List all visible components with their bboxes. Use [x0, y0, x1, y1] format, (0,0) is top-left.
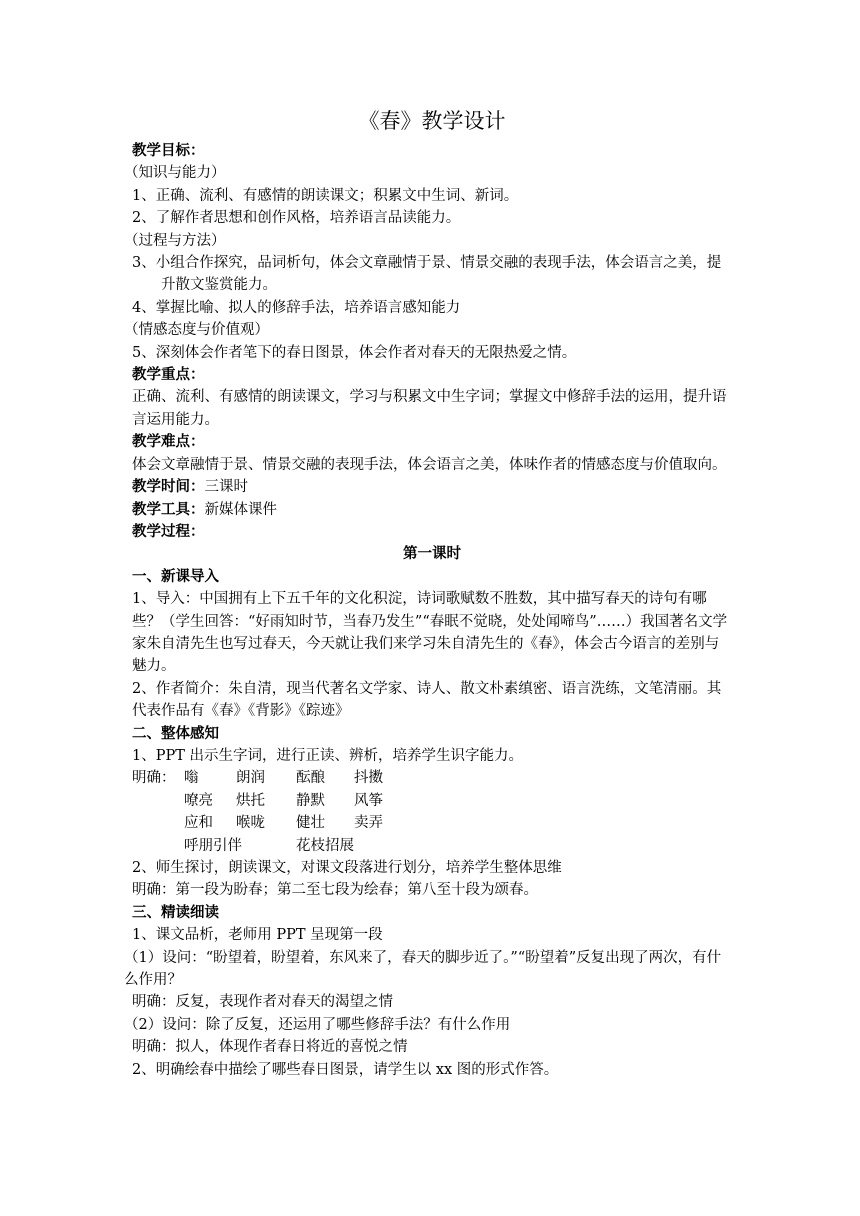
vocab-word: 卖弄 [354, 815, 383, 832]
document-page [124, 104, 732, 1081]
section3-item1: 1、课文品析，老师用 PPT 呈现第一段 [132, 927, 383, 944]
vocab-word: 嗡 [184, 770, 199, 787]
section2-heading: 二、整体感知 [132, 725, 219, 742]
goals-heading: 教学目标： [132, 143, 205, 159]
goals-knowledge-label: （知识与能力） [124, 165, 226, 182]
document-title: 《春》教学设计 [358, 109, 506, 133]
vocab-word: 风筝 [354, 792, 383, 809]
goal-5: 5、深刻体会作者笔下的春日图景，体会作者对春天的无限热爱之情。 [132, 344, 577, 361]
process-heading: 教学过程： [132, 523, 205, 540]
mingque-label: 明确： [132, 770, 176, 787]
section1-intro: 1、导入：中国拥有上下五千年的文化积淀，诗词歌赋数不胜数，其中描写春天的诗句有哪些？（学生回答：“好雨知时节，当春乃发生”“春眠不觉晓，处处闻啼鸟”……）我国著名文学家朱自清先生也写过春天，今天就让我们来学习朱自清先生的《春》，体会古今语言的差别与魅力。 [132, 591, 728, 675]
teaching-time [132, 476, 732, 498]
vocab-row [132, 835, 732, 857]
section2-item1: 1、PPT 出示生字词，进行正读、辨析，培养学生识字能力。 [132, 747, 524, 764]
vocab-word: 应和 [184, 815, 213, 832]
key-text: 正确、流利、有感情的朗读课文，学习与积累文中生字词；掌握文中修辞手法的运用，提升语言运用能力。 [132, 389, 727, 428]
vocab-word: 静默 [296, 792, 325, 809]
lesson1-heading: 第一课时 [403, 546, 461, 563]
section3-heading: 三、精读细读 [132, 904, 219, 921]
goal-3: 3、小组合作探究，品词析句，体会文章融情于景、情景交融的表现手法，体会语言之美，提升散文鉴赏能力。 [132, 255, 722, 294]
section2-answer: 明确：第一段为盼春；第二至七段为绘春；第八至十段为颂春。 [132, 882, 538, 899]
vocab-word: 抖擞 [354, 770, 383, 787]
time-value: 三课时 [204, 479, 248, 496]
vocab-word: 喉咙 [236, 815, 265, 832]
section3-question1: （1）设问：“盼望着，盼望着，东风来了，春天的脚步近了。”“盼望着”反复出现了两次，有什么作用？ [124, 949, 722, 989]
goal-1: 1、正确、流利、有感情的朗读课文；积累文中生词、新词。 [132, 187, 519, 204]
time-label: 教学时间： [132, 479, 205, 496]
goals-emotion-label: （情感态度与价值观） [124, 322, 269, 339]
vocab-word: 酝酿 [296, 770, 325, 787]
vocab-word: 呼朋引伴 [184, 837, 242, 854]
vocab-word: 朗润 [236, 770, 265, 787]
vocab-word: 健壮 [296, 815, 325, 832]
key-heading: 教学重点： [132, 367, 205, 384]
difficulty-text: 体会文章融情于景、情景交融的表现手法，体会语言之美，体味作者的情感态度与价值取向。 [132, 456, 727, 473]
section3-item2: 2、明确绘春中描绘了哪些春日图景，请学生以 xx 图的形式作答。 [132, 1061, 559, 1078]
vocab-row [132, 812, 732, 834]
vocab-word: 烘托 [236, 792, 265, 809]
difficulty-heading: 教学难点： [132, 434, 205, 451]
vocab-row [132, 767, 732, 789]
section3-question2: （2）设问：除了反复，还运用了哪些修辞手法？有什么作用 [124, 1016, 511, 1033]
section3-answer1: 明确：反复，表现作者对春天的渴望之情 [132, 994, 393, 1011]
teaching-tools [132, 499, 732, 521]
vocab-row [132, 790, 732, 812]
section3-answer2: 明确：拟人，体现作者春日将近的喜悦之情 [132, 1039, 408, 1056]
tools-label: 教学工具： [132, 501, 205, 518]
vocab-word: 花枝招展 [296, 837, 354, 854]
tools-value: 新媒体课件 [204, 501, 277, 518]
section1-heading: 一、新课导入 [132, 568, 219, 585]
section2-item2: 2、师生探讨，朗读课文，对课文段落进行划分，培养学生整体思维 [132, 860, 562, 876]
goals-process-label: （过程与方法） [124, 232, 226, 249]
goal-4: 4、掌握比喻、拟人的修辞手法，培养语言感知能力 [132, 299, 461, 316]
section1-author: 2、作者简介：朱自清，现当代著名文学家、诗人、散文朴素缜密、语言洗练，文笔清丽。其代表作品有《春》《背影》《踪迹》 [132, 680, 722, 720]
goal-2: 2、了解作者思想和创作风格，培养语言品读能力。 [132, 210, 461, 227]
vocab-word: 嘹亮 [184, 792, 213, 809]
